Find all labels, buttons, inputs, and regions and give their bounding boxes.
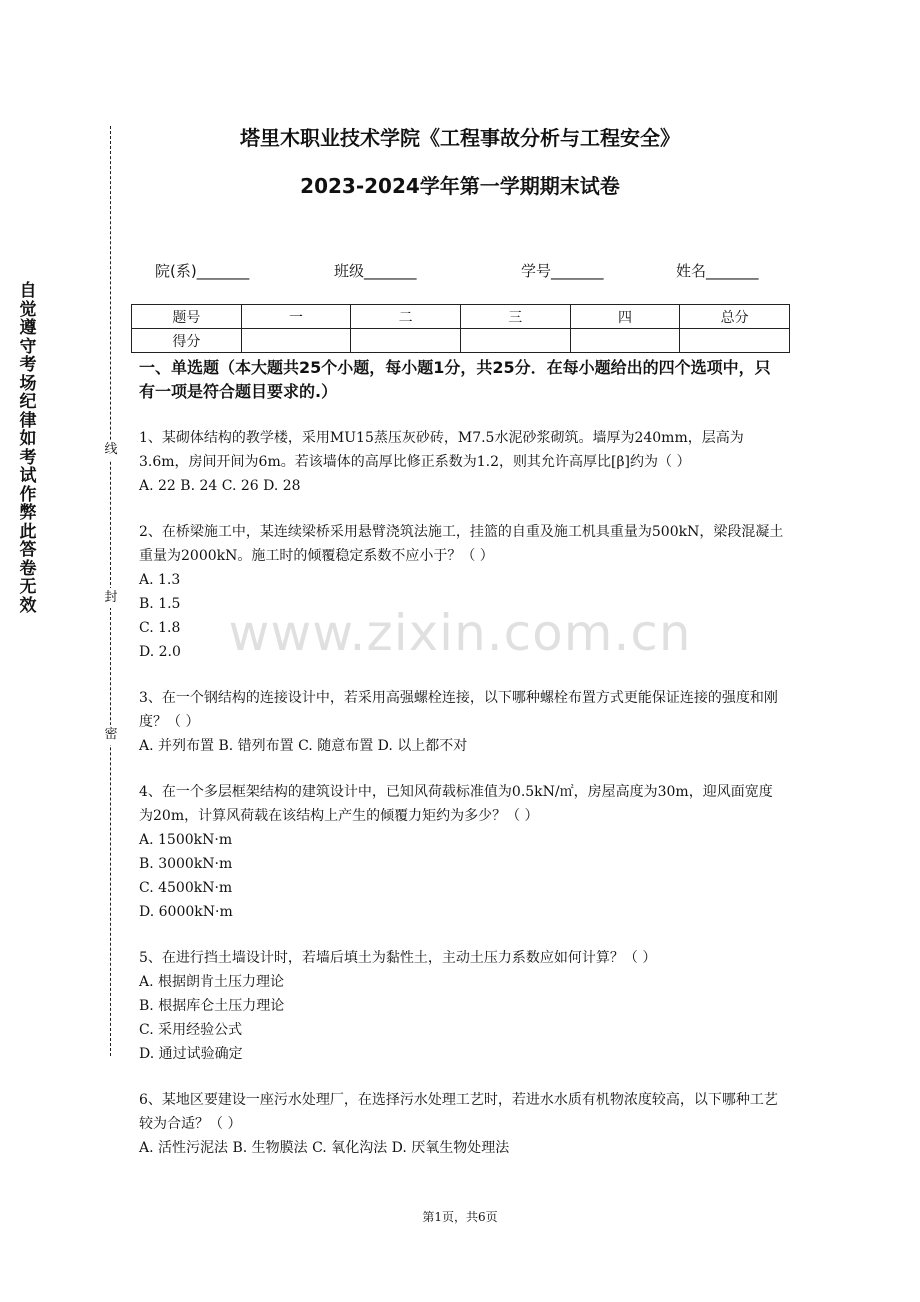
binding-mark-mi: 密 [102,725,120,745]
question-option: D. 6000kN·m [139,904,233,920]
question-option: A. 1.3 [139,572,181,588]
student-info-row [155,260,795,280]
watermark: www.zixin.com.cn [228,604,692,662]
question-6 [139,1088,784,1160]
score-header-cell: 题号 [132,305,242,329]
exam-subtitle: 2023-2024学年第一学期期末试卷 [300,174,620,198]
section-heading: 一、单选题（本大题共25个小题，每小题1分，共25分．在每小题给出的四个选项中，只有一项是符合题目要求的.） [139,358,771,401]
score-header-cell: 总分 [680,305,790,329]
question-option: A. 活性污泥法 B. 生物膜法 C. 氧化沟法 D. 厌氧生物处理法 [139,1140,510,1156]
question-3 [139,686,784,758]
question-4 [139,780,784,924]
page-footer: 第1页，共6页 [422,1210,498,1224]
question-option: A. 根据朗肯土压力理论 [139,974,285,990]
score-header-cell: 三 [460,305,570,329]
question-5 [139,946,784,1066]
question-1 [139,426,784,498]
question-stem: 4、在一个多层框架结构的建筑设计中，已知风荷载标准值为0.5kN/㎡，房屋高度为30m，迎风面宽度为20m，计算风荷载在该结构上产生的倾覆力矩约为多少？（ ） [139,784,773,824]
exam-title: 塔里木职业技术学院《工程事故分析与工程安全》 [240,126,680,150]
question-stem: 3、在一个钢结构的连接设计中，若采用高强螺栓连接，以下哪种螺栓布置方式更能保证连接的强度和刚度？（ ） [139,690,778,730]
name-field[interactable]: 姓名_______ [676,262,759,280]
question-option: B. 1.5 [139,596,181,612]
binding-mark-xian: 线 [102,440,120,460]
question-option: A. 22 B. 24 C. 26 D. 28 [139,478,301,494]
score-cell[interactable] [460,329,570,353]
exam-content [139,356,784,1160]
question-option: C. 1.8 [139,620,181,636]
exam-discipline-notice: 自觉遵守考场纪律如考试作弊此答卷无效 [19,281,37,616]
question-stem: 2、在桥梁施工中，某连续梁桥采用悬臂浇筑法施工，挂篮的自重及施工机具重量为500kN，梁段混凝土重量为2000kN。施工时的倾覆稳定系数不应小于？（ ） [139,524,784,564]
score-cell[interactable] [680,329,790,353]
question-stem: 5、在进行挡土墙设计时，若墙后填土为黏性土，主动土压力系数应如何计算？（ ） [139,950,657,966]
question-option: C. 采用经验公式 [139,1022,243,1038]
student-id-field[interactable]: 学号_______ [521,262,604,280]
score-cell[interactable] [351,329,461,353]
question-option: C. 4500kN·m [139,880,233,896]
score-cell[interactable] [241,329,351,353]
score-table [131,304,790,353]
question-option: A. 并列布置 B. 错列布置 C. 随意布置 D. 以上都不对 [139,738,468,754]
department-field[interactable]: 院(系)_______ [155,262,250,280]
question-stem: 1、某砌体结构的教学楼，采用MU15蒸压灰砂砖，M7.5水泥砂浆砌筑。墙厚为240mm，层高为3.6m，房间开间为6m。若该墙体的高厚比修正系数为1.2，则其允许高厚比[β]约为（ ） [139,430,744,470]
class-field[interactable]: 班级_______ [334,262,417,280]
question-option: D. 2.0 [139,644,181,660]
score-header-cell: 四 [570,305,680,329]
question-stem: 6、某地区要建设一座污水处理厂，在选择污水处理工艺时，若进水水质有机物浓度较高，以下哪种工艺较为合适？（ ） [139,1092,778,1132]
question-option: D. 通过试验确定 [139,1046,243,1062]
score-table-score-row [132,329,790,353]
score-cell[interactable] [570,329,680,353]
score-header-cell: 一 [241,305,351,329]
question-option: A. 1500kN·m [139,832,233,848]
binding-mark-feng: 封 [102,588,120,608]
score-table-header-row [132,305,790,329]
score-header-cell: 二 [351,305,461,329]
question-option: B. 根据库仑土压力理论 [139,998,285,1014]
score-row-label: 得分 [132,329,242,353]
question-option: B. 3000kN·m [139,856,233,872]
